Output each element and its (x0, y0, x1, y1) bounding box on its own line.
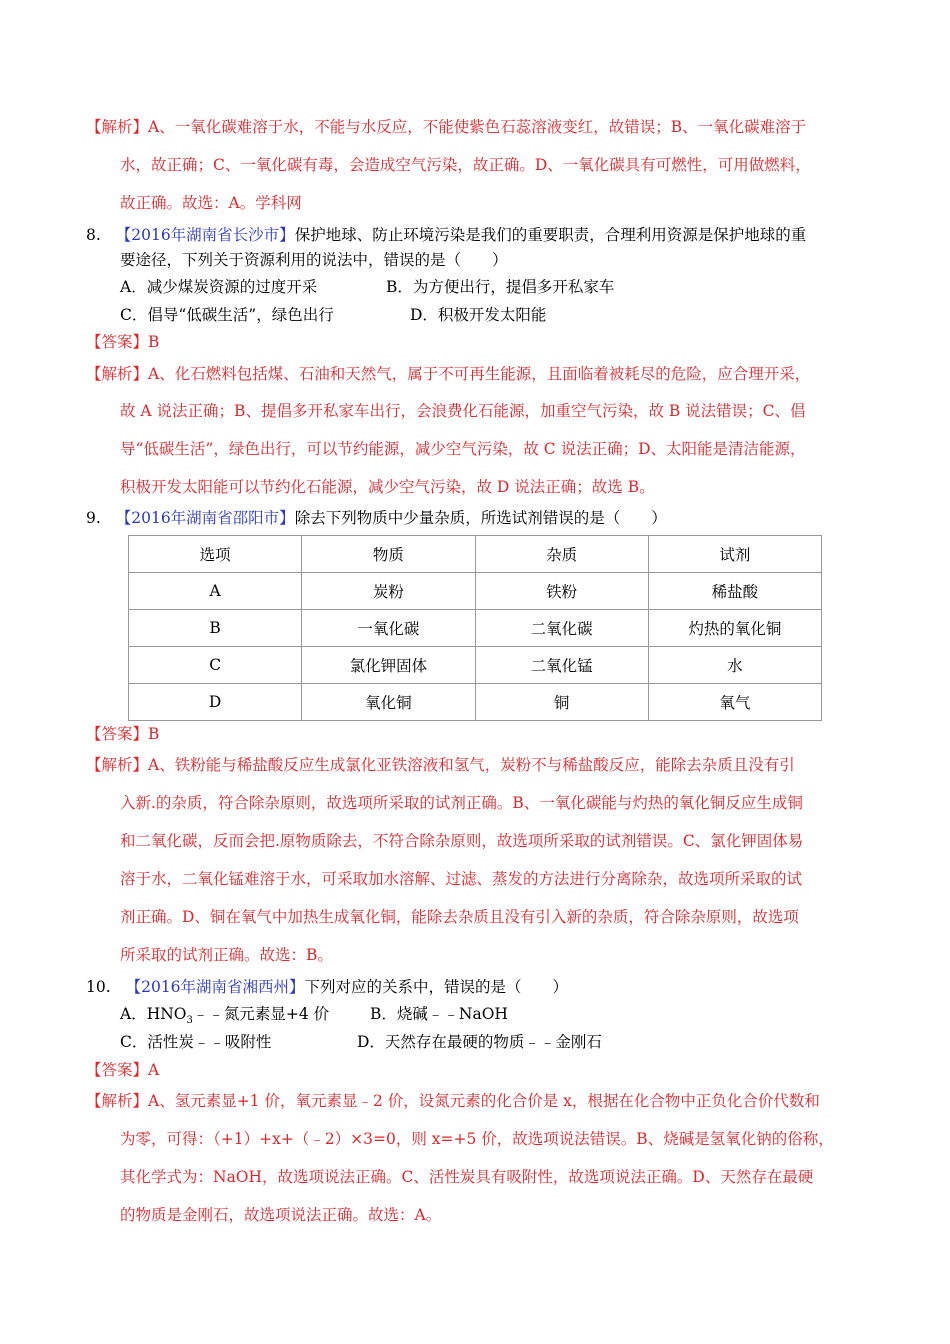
q8-analysis-line-2: 故 A 说法正确；B、提倡多开私家车出行，会浪费化石能源，加重空气污染，故 B 说法错误；C、倡 (120, 402, 806, 420)
q10-option-a-formula: A．HNO (120, 1005, 187, 1023)
q10-analysis-line-4: 的物质是金刚石，故选项说法正确。故选：A。 (120, 1206, 442, 1224)
q8-option-c: C．倡导“低碳生活”，绿色出行 (120, 306, 334, 324)
q10-answer: 【答案】A (86, 1061, 160, 1079)
q7-analysis-line-3: 故正确。故选：A。学科网 (120, 194, 302, 212)
table-header-cell: 选项 (129, 536, 302, 573)
table-row (129, 684, 822, 721)
table-header-row (129, 536, 822, 573)
table-cell: 水 (648, 647, 821, 684)
q8-answer: 【答案】B (86, 333, 160, 351)
q8-number: 8. (86, 226, 101, 244)
q10-stem-text: 下列对应的关系中，错误的是（ ） (304, 978, 569, 996)
q10-stem (86, 977, 568, 997)
q9-analysis-line-3: 和二氧化碳，反而会把.原物质除去，不符合除杂原则，故选项所采取的试剂错误。C、氯化钾固体易 (120, 832, 804, 850)
q9-analysis-line-4: 溶于水，二氧化锰难溶于水，可采取加水溶解、过滤、蒸发的方法进行分离除杂，故选项所采取的试 (120, 870, 803, 888)
table-cell: C (129, 647, 302, 684)
q7-analysis-line-1: 【解析】A、一氧化碳难溶于水，不能与水反应，不能使紫色石蕊溶液变红，故错误；B、一氧化碳难溶于 (86, 118, 807, 136)
q8-stem-text-1: 保护地球、防止环境污染是我们的重要职责，合理利用资源是保护地球的重 (294, 226, 807, 244)
table-cell: 一氧化碳 (302, 610, 475, 647)
q9-analysis-line-1: 【解析】A、铁粉能与稀盐酸反应生成氯化亚铁溶液和氢气，炭粉不与稀盐酸反应，能除去杂质且没有引 (86, 756, 795, 774)
q10-option-a-subscript: 3 (186, 1015, 193, 1027)
q10-analysis-line-3: 其化学式为：NaOH，故选项说法正确。C、活性炭具有吸附性，故选项说法正确。D、天然存在最硬 (120, 1168, 814, 1186)
table-cell: A (129, 573, 302, 610)
q8-option-d: D．积极开发太阳能 (410, 306, 547, 324)
q9-analysis-line-5: 剂正确。D、铜在氧气中加热生成氧化铜，能除去杂质且没有引入新的杂质，符合除杂原则，故选项 (120, 908, 799, 926)
table-header-cell: 杂质 (475, 536, 648, 573)
table-cell: 氧化铜 (302, 684, 475, 721)
table-cell: 二氧化锰 (475, 647, 648, 684)
q8-analysis-line-3: 导“低碳生活”，绿色出行，可以节约能源，减少空气污染，故 C 说法正确；D、太阳能是清洁能源， (120, 440, 806, 458)
q9-answer: 【答案】B (86, 725, 160, 743)
q9-stem-text: 除去下列物质中少量杂质，所选试剂错误的是（ ） (294, 509, 667, 527)
table-row (129, 573, 822, 610)
q9-analysis-line-6: 所采取的试剂正确。故选：B。 (120, 946, 333, 964)
table-cell: 灼热的氧化铜 (648, 610, 821, 647)
table-cell: 炭粉 (302, 573, 475, 610)
table-header-cell: 物质 (302, 536, 475, 573)
q8-analysis-line-4: 积极开发太阳能可以节约化石能源，减少空气污染，故 D 说法正确；故选 B。 (120, 478, 655, 496)
table-cell: 氧气 (648, 684, 821, 721)
q7-analysis-line-2: 水，故正确；C、一氧化碳有毒，会造成空气污染，故正确。D、一氧化碳具有可燃性，可用做燃料， (120, 156, 811, 174)
q9-number: 9. (86, 509, 101, 527)
q9-options-table (128, 535, 822, 721)
q8-option-a: A．减少煤炭资源的过度开采 (120, 278, 318, 296)
q8-stem-line-2: 要途径，下列关于资源利用的说法中，错误的是（ ） (120, 251, 508, 269)
q10-option-b: B．烧碱﹣﹣NaOH (370, 1005, 508, 1023)
table-cell: 氯化钾固体 (302, 647, 475, 684)
table-header-cell: 试剂 (648, 536, 821, 573)
q10-option-a (120, 1004, 329, 1031)
table-cell: 稀盐酸 (648, 573, 821, 610)
q8-stem-line-1 (86, 225, 806, 245)
q9-stem (86, 508, 667, 528)
q10-option-c: C．活性炭﹣﹣吸附性 (120, 1033, 272, 1051)
table-cell: 铜 (475, 684, 648, 721)
q10-analysis-line-2: 为零，可得：（+1）+x+（﹣2）×3=0，则 x=+5 价，故选项说法错误。B、烧碱是氢氧化钠的俗称， (120, 1130, 834, 1148)
q10-source: 【2016年湖南省湘西州】 (125, 978, 305, 996)
q10-analysis-line-1: 【解析】A、氢元素显+1 价，氧元素显﹣2 价，设氮元素的化合价是 x，根据在化合物中正负化合价代数和 (86, 1092, 820, 1110)
table-row (129, 647, 822, 684)
q9-source: 【2016年湖南省邵阳市】 (115, 509, 295, 527)
q8-option-b: B．为方便出行，提倡多开私家车 (386, 278, 615, 296)
q8-analysis-line-1: 【解析】A、化石燃料包括煤、石油和天然气，属于不可再生能源，且面临着被耗尽的危险，应合理开采， (86, 365, 811, 383)
q8-source: 【2016年湖南省长沙市】 (115, 226, 295, 244)
table-cell: B (129, 610, 302, 647)
q9-analysis-line-2: 入新.的杂质，符合除杂原则，故选项所采取的试剂正确。B、一氧化碳能与灼热的氧化铜反应生成铜 (120, 794, 803, 812)
q10-number: 10. (86, 978, 111, 996)
q10-option-d: D．天然存在最硬的物质﹣﹣金刚石 (357, 1033, 602, 1051)
table-cell: 二氧化碳 (475, 610, 648, 647)
table-cell: D (129, 684, 302, 721)
table-row (129, 610, 822, 647)
q10-option-a-text: ﹣﹣氮元素显+4 价 (192, 1005, 330, 1023)
table-cell: 铁粉 (475, 573, 648, 610)
